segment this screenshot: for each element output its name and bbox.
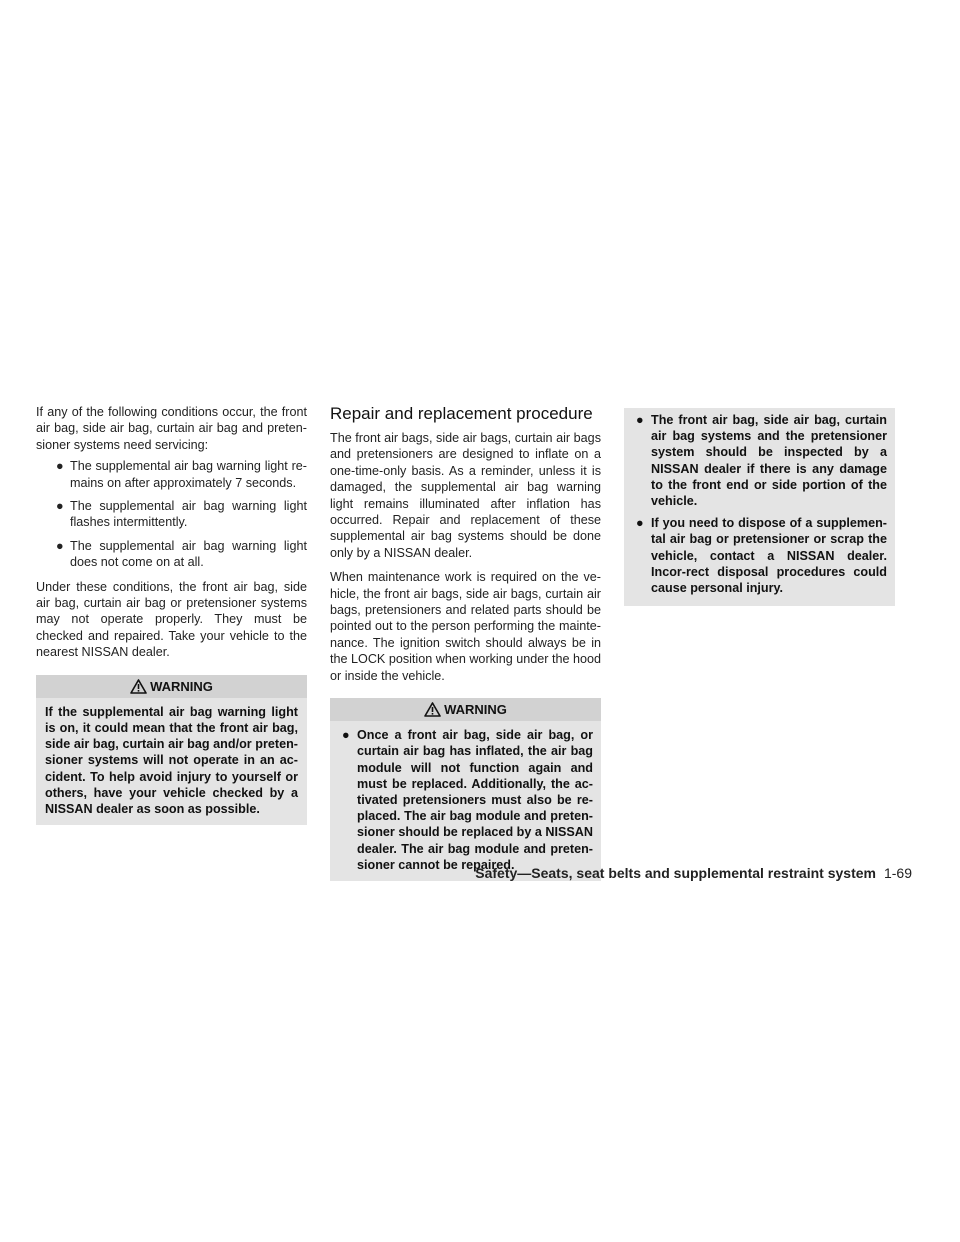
list-item: ● The front air bag, side air bag, curtain air bag systems and the pretensioner system should be inspected by a NISSAN dealer if there is any damage to the front end or side portion of the vehicle. [636, 413, 887, 509]
bullet-icon: ● [56, 499, 64, 514]
column-1 [36, 404, 307, 825]
list-item: ● Once a front air bag, side air bag, or curtain air bag has inflated, the air bag module will not function again and must be replaced. Additionally, the ac-tivated pretensioners must also be re-placed. The air bag module and preten-sioner should be replaced by a NISSAN dealer. The air bag module and preten-sioner cannot be repaired. [342, 728, 593, 872]
maintenance-paragraph: When maintenance work is required on the ve-hicle, the front air bags, side air bags, curtain air bags, pretensioners and related parts should be pointed out to the person performing the mainte-nance. The ignition switch should always be in the LOCK position when working under the hood or inside the vehicle. [330, 570, 601, 683]
warning-list [338, 727, 593, 873]
list-item: ● If you need to dispose of a supplemen-tal air bag or pretensioner or scrap the vehicle, contact a NISSAN dealer. Incor-rect disposal procedures could cause personal injury. [636, 516, 887, 596]
intro-paragraph: If any of the following conditions occur, the front air bag, side air bag, curtain air bag and preten-sioner systems need servicing: [36, 405, 307, 452]
warning-header [36, 675, 307, 698]
bullet-icon: ● [342, 728, 350, 743]
list-item: ● The supplemental air bag warning light does not come on at all. [56, 538, 307, 570]
warning-box [36, 675, 307, 825]
bullet-icon: ● [636, 516, 644, 531]
warning-box [330, 698, 601, 881]
warning-text: If the supplemental air bag warning light is on, it could mean that the front air bag, side air bag, curtain air bag and/or preten-sioner systems will not operate in an ac-cident. To help avoid injury to yourself or others, have your vehicle checked by a NISSAN dealer as soon as possible. [45, 704, 298, 816]
section-heading: Repair and replacement procedure [330, 404, 593, 423]
section-title: Safety—Seats, seat belts and supplemental restraint system [475, 865, 876, 881]
condition-list [36, 458, 307, 570]
page-number: 1-69 [883, 865, 912, 881]
warning-list [632, 412, 887, 596]
repair-paragraph: The front air bags, side air bags, curtain air bags and pretensioners are designed to inflate on a one-time-only basis. As a reminder, unless it is damaged, the supplemental air bag warning light remains illuminated after inflation has occurred. Repair and replacement of these supplemental air bag systems should be done only by a NISSAN dealer. [330, 431, 601, 560]
column-3 [624, 408, 895, 606]
warning-continued-box [624, 408, 895, 606]
warning-body [330, 721, 601, 881]
warning-label: WARNING [444, 702, 507, 718]
list-item: ● The supplemental air bag warning light flashes intermittently. [56, 499, 307, 530]
bullet-icon: ● [636, 413, 644, 427]
bullet-icon: ● [56, 538, 64, 553]
warning-triangle-icon [130, 679, 147, 694]
warning-label: WARNING [150, 678, 213, 694]
warning-header [330, 698, 601, 721]
bullet-icon: ● [56, 459, 64, 474]
warning-triangle-icon [424, 702, 441, 717]
page-footer [475, 864, 912, 882]
conditions-paragraph: Under these conditions, the front air bag, side air bag, curtain air bag or pretensioner systems may not operate properly. They must be checked and repaired. Take your vehicle to the nearest NISSAN dealer. [36, 579, 307, 660]
list-item: ● The supplemental air bag warning light re-mains on after approximately 7 seconds. [56, 459, 307, 490]
column-2 [330, 404, 601, 881]
